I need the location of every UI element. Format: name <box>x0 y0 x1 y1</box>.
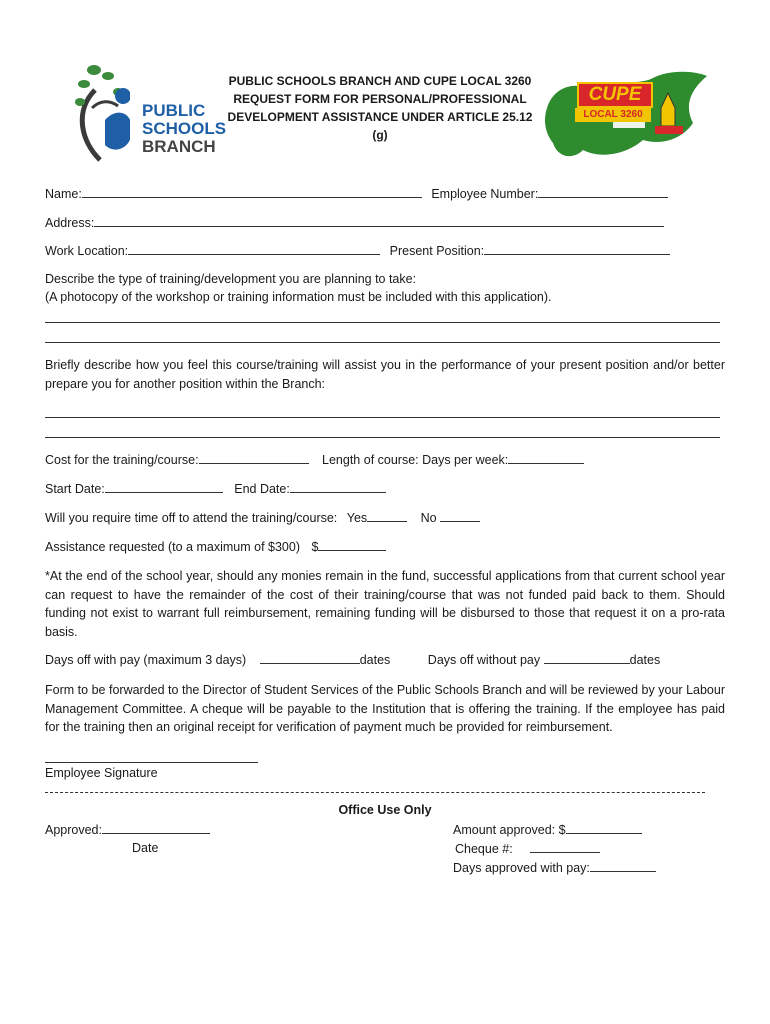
forwarding-instructions: Form to be forwarded to the Director of Student Services of the Public Schools Branch and will be reviewed by your Labour Management Committee. A cheque will be payable to the Institution that is offering the training. If the employee has paid for the training then an original receipt for verification of payment much be provided for reimbursement. <box>45 683 725 734</box>
days-with-pay-dates: dates <box>359 653 391 667</box>
assistance-currency: $ <box>311 540 319 554</box>
assistance-row <box>45 539 386 554</box>
length-field[interactable] <box>508 452 584 464</box>
public-schools-branch-logo <box>70 60 227 165</box>
cheque-label: Cheque #: <box>455 842 513 856</box>
length-label: Length of course: Days per week: <box>322 453 509 467</box>
cupe-wordmark: CUPE <box>577 82 653 108</box>
cupe-local-3260-logo <box>543 68 713 163</box>
employee-number-label: Employee Number: <box>431 187 539 201</box>
days-approved-label: Days approved with pay: <box>453 861 590 875</box>
approved-date-label: Date <box>132 841 159 855</box>
time-off-row <box>45 510 480 525</box>
time-off-yes-label: Yes <box>346 511 368 525</box>
time-off-no-label: No <box>420 511 437 525</box>
time-off-question: Will you require time off to attend the training/course: <box>45 511 338 525</box>
approved-row <box>45 822 210 837</box>
logo-text-schools: SCHOOLS <box>142 119 227 138</box>
describe-answer-line-2[interactable] <box>45 342 720 343</box>
days-without-pay-label: Days off without pay <box>427 653 541 667</box>
work-location-label: Work Location: <box>45 244 129 258</box>
assistance-label: Assistance requested (to a maximum of $300) <box>45 540 300 554</box>
start-date-field[interactable] <box>105 481 223 493</box>
tree-figure-icon <box>70 60 130 165</box>
signature-line[interactable] <box>45 762 258 763</box>
days-row <box>45 652 660 667</box>
days-with-pay-label: Days off with pay (maximum 3 days) <box>45 653 247 667</box>
briefly-answer-line-2[interactable] <box>45 437 720 438</box>
describe-line-1: Describe the type of training/development you are planning to take: <box>45 272 417 286</box>
briefly-answer-line-1[interactable] <box>45 417 720 418</box>
assistance-amount-field[interactable] <box>318 539 386 551</box>
title-line-3: DEVELOPMENT ASSISTANCE UNDER ARTICLE 25.12 <box>227 110 533 124</box>
amount-approved-row <box>453 822 642 837</box>
cheque-field[interactable] <box>530 841 600 853</box>
days-without-pay-dates: dates <box>629 653 661 667</box>
time-off-no-field[interactable] <box>440 510 480 522</box>
present-position-label: Present Position: <box>389 244 485 258</box>
amount-approved-field[interactable] <box>566 822 642 834</box>
office-use-heading: Office Use Only <box>338 803 432 817</box>
describe-line-2: (A photocopy of the workshop or training information must be included with this application). <box>45 290 552 304</box>
title-line-2: REQUEST FORM FOR PERSONAL/PROFESSIONAL <box>233 92 527 106</box>
office-separator <box>45 792 705 793</box>
work-location-field[interactable] <box>128 243 380 255</box>
days-without-pay-field[interactable] <box>544 652 630 664</box>
cost-label: Cost for the training/course: <box>45 453 199 467</box>
present-position-field[interactable] <box>484 243 670 255</box>
cheque-row <box>455 841 600 856</box>
name-field[interactable] <box>82 186 422 198</box>
address-label: Address: <box>45 216 95 230</box>
title-line-4: (g) <box>372 128 388 142</box>
name-row <box>45 186 668 201</box>
address-row <box>45 215 664 230</box>
logo-text-branch: BRANCH <box>142 137 216 156</box>
employee-number-field[interactable] <box>538 186 668 198</box>
title-line-1: PUBLIC SCHOOLS BRANCH AND CUPE LOCAL 3260 <box>228 74 532 88</box>
dates-row <box>45 481 386 496</box>
address-field[interactable] <box>94 215 664 227</box>
days-approved-field[interactable] <box>590 860 656 872</box>
cupe-local-label: LOCAL 3260 <box>575 108 651 122</box>
signature-label: Employee Signature <box>45 766 158 780</box>
approved-field[interactable] <box>102 822 210 834</box>
logo-text-public: PUBLIC <box>142 101 206 120</box>
days-approved-row <box>453 860 656 875</box>
form-title <box>225 72 535 144</box>
end-date-field[interactable] <box>290 481 386 493</box>
days-with-pay-field[interactable] <box>260 652 360 664</box>
cost-field[interactable] <box>199 452 309 464</box>
time-off-yes-field[interactable] <box>367 510 407 522</box>
amount-approved-label: Amount approved: $ <box>453 823 566 837</box>
cost-row <box>45 452 584 467</box>
start-date-label: Start Date: <box>45 482 105 496</box>
refund-note: *At the end of the school year, should any monies remain in the fund, successful applications from that current school year can request to have the remainder of the cost of their training/course that was not funded paid back to them. Should funding not exist to warrant full reimbursement, remaining funding will be disbursed to those that request it on a pro-rata basis. <box>45 569 725 639</box>
name-label: Name: <box>45 187 82 201</box>
briefly-describe-text: Briefly describe how you feel this course/training will assist you in the performance of your present position and/or better prepare you for another position within the Branch: <box>45 358 725 391</box>
approved-label: Approved: <box>45 823 102 837</box>
end-date-label: End Date: <box>234 482 290 496</box>
work-location-row <box>45 243 670 258</box>
describe-answer-line-1[interactable] <box>45 322 720 323</box>
